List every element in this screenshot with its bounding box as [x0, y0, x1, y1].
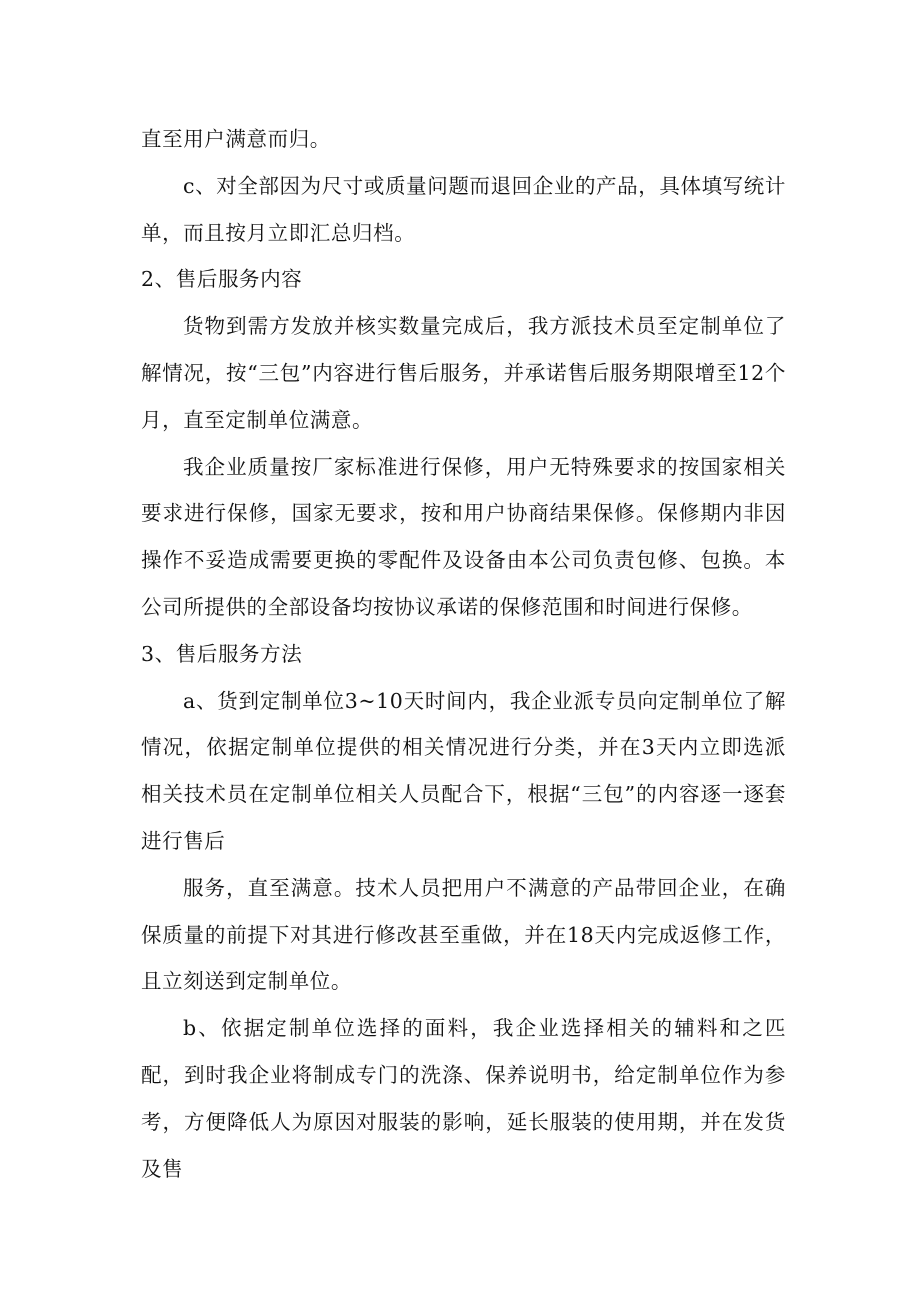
document-body — [141, 116, 786, 1192]
section-heading-after-sales-method: 3、售后服务方法 — [141, 641, 303, 666]
paragraph-service-repair: 服务，直至满意。技术人员把用户不满意的产品带回企业，在确保质量的前提下对其进行修改甚至重做，并在18天内完成返修工作，且立刻送到定制单位。 — [141, 875, 786, 994]
paragraph-item-b: b、依据定制单位选择的面料，我企业选择相关的辅料和之匹配，到时我企业将制成专门的洗涤、保养说明书，给定制单位作为参考，方便降低人为原因对服装的影响，延长服装的使用期，并在发货及售 — [141, 1016, 786, 1181]
paragraph-item-c: c、对全部因为尺寸或质量问题而退回企业的产品，具体填写统计单，而且按月立即汇总归档。 — [141, 173, 786, 245]
paragraph-delivery-service: 货物到需方发放并核实数量完成后，我方派技术员至定制单位了解情况，按“三包”内容进行售后服务，并承诺售后服务期限增至12个月，直至定制单位满意。 — [141, 314, 786, 432]
paragraph-warranty: 我企业质量按厂家标准进行保修，用户无特殊要求的按国家相关要求进行保修，国家无要求，按和用户协商结果保修。保修期内非因操作不妥造成需要更换的零配件及设备由本公司负责包修、包换。本公司所提供的全部设备均按协议承诺的保修范围和时间进行保修。 — [141, 454, 786, 619]
paragraph-continuation: 直至用户满意而归。 — [141, 127, 331, 151]
section-heading-after-sales-content: 2、售后服务内容 — [141, 267, 303, 292]
paragraph-item-a: a、货到定制单位3~10天时间内，我企业派专员向定制单位了解情况，依据定制单位提供的相关情况进行分类，并在3天内立即选派相关技术员在定制单位相关人员配合下，根据“三包”的内容逐一逐套进行售后 — [141, 688, 786, 853]
